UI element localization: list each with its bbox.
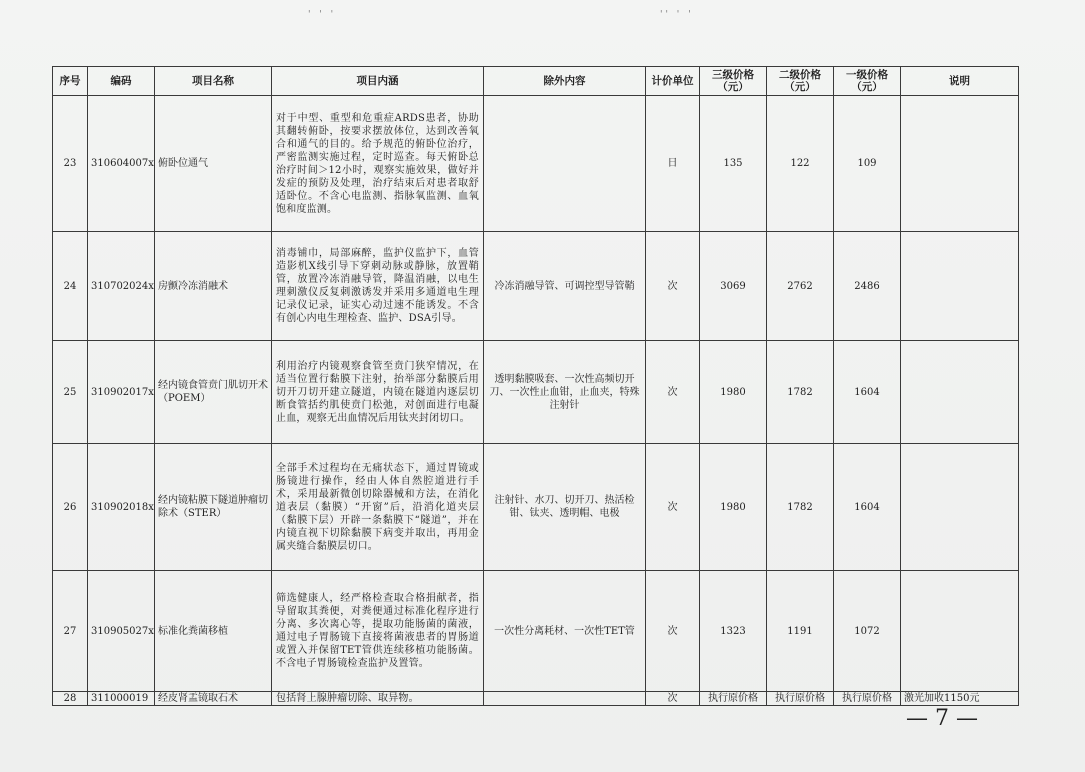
header-price2: 二级价格 （元） — [767, 67, 834, 96]
cell-excluded: 一次性分离耗材、一次性TET管 — [484, 571, 646, 692]
cell-price3: 1980 — [700, 341, 767, 444]
cell-seq: 26 — [53, 444, 88, 571]
cell-note — [901, 96, 1019, 232]
header-code: 编码 — [88, 67, 155, 96]
cell-note — [901, 571, 1019, 692]
cell-content: 利用治疗内镜观察食管至贲门狭窄情况，在适当位置行黏膜下注射，抬举部分黏膜后用切开刀切开建立隧道，内镜在隧道内逐层切断食管括约肌使贲门松弛，对创面进行电凝止血，观察无出血情况后用钛夹封闭切口。 — [272, 341, 484, 444]
cell-price2: 1782 — [767, 341, 834, 444]
cell-unit: 次 — [646, 692, 700, 706]
cell-excluded: 注射针、水刀、切开刀、热活检钳、钛夹、透明帽、电极 — [484, 444, 646, 571]
header-price1: 一级价格 （元） — [834, 67, 901, 96]
page-number: — 7 — — [906, 706, 978, 731]
cell-note: 激光加收1150元 — [901, 692, 1019, 706]
cell-price2: 2762 — [767, 232, 834, 341]
scan-noise-mark: '' ' ' — [660, 10, 694, 20]
cell-price2: 122 — [767, 96, 834, 232]
cell-name: 俯卧位通气 — [155, 96, 272, 232]
cell-seq: 25 — [53, 341, 88, 444]
cell-content: 筛选健康人，经严格检查取合格捐献者，指导留取其粪便，对粪便通过标准化程序进行分离、多次离心等，提取功能肠菌的菌液，通过电子胃肠镜下直接将菌液患者的胃肠道或置入并保留TET管供连续移植功能肠菌。不含电子胃肠镜检查监护及置管。 — [272, 571, 484, 692]
cell-price3: 135 — [700, 96, 767, 232]
cell-code: 310905027x — [88, 571, 155, 692]
header-unit: 计价单位 — [646, 67, 700, 96]
cell-seq: 27 — [53, 571, 88, 692]
cell-code: 310702024x — [88, 232, 155, 341]
cell-price1: 1604 — [834, 341, 901, 444]
cell-price3: 1980 — [700, 444, 767, 571]
cell-note — [901, 444, 1019, 571]
cell-price1: 执行原价格 — [834, 692, 901, 706]
table-row — [53, 96, 1019, 232]
header-note: 说明 — [901, 67, 1019, 96]
header-excluded: 除外内容 — [484, 67, 646, 96]
cell-excluded: 透明黏膜吸套、一次性高频切开刀、一次性止血钳，止血夹，特殊注射针 — [484, 341, 646, 444]
cell-content: 全部手术过程均在无痛状态下，通过胃镜或肠镜进行操作，经由人体自然腔道进行手术，采用最新微创切除器械和方法，在消化道表层（黏膜）“开窗”后，沿消化道夹层（黏膜下层）开辟一条黏膜下“隧道”，并在内镜直视下切除黏膜下病变并取出，再用金属夹缝合黏膜层切口。 — [272, 444, 484, 571]
cell-note — [901, 232, 1019, 341]
cell-content: 包括肾上腺肿瘤切除、取异物。 — [272, 692, 484, 706]
cell-code: 310902017x — [88, 341, 155, 444]
cell-price1: 109 — [834, 96, 901, 232]
cell-excluded — [484, 692, 646, 706]
cell-name: 经内镜粘膜下隧道肿瘤切除术（STER） — [155, 444, 272, 571]
cell-excluded: 冷冻消融导管、可调控型导管鞘 — [484, 232, 646, 341]
cell-unit: 次 — [646, 232, 700, 341]
cell-name: 标准化粪菌移植 — [155, 571, 272, 692]
cell-seq: 28 — [53, 692, 88, 706]
cell-seq: 24 — [53, 232, 88, 341]
cell-unit: 次 — [646, 571, 700, 692]
cell-price1: 1604 — [834, 444, 901, 571]
table-row — [53, 341, 1019, 444]
cell-unit: 日 — [646, 96, 700, 232]
cell-name: 经皮肾盂镜取石术 — [155, 692, 272, 706]
table-row — [53, 444, 1019, 571]
cell-price2: 1782 — [767, 444, 834, 571]
cell-code: 310604007x — [88, 96, 155, 232]
cell-code: 310902018x — [88, 444, 155, 571]
header-content: 项目内涵 — [272, 67, 484, 96]
header-seq: 序号 — [53, 67, 88, 96]
table-row — [53, 692, 1019, 706]
cell-name: 经内镜食管贲门肌切开术（POEM） — [155, 341, 272, 444]
cell-name: 房颤冷冻消融术 — [155, 232, 272, 341]
cell-price3: 执行原价格 — [700, 692, 767, 706]
cell-code: 311000019 — [88, 692, 155, 706]
table-row — [53, 571, 1019, 692]
cell-price3: 1323 — [700, 571, 767, 692]
cell-seq: 23 — [53, 96, 88, 232]
cell-unit: 次 — [646, 341, 700, 444]
scan-noise-mark: ' ' ' — [308, 10, 337, 20]
cell-price1: 2486 — [834, 232, 901, 341]
cell-price2: 执行原价格 — [767, 692, 834, 706]
header-price3: 三级价格 （元） — [700, 67, 767, 96]
table-row — [53, 232, 1019, 341]
cell-unit: 次 — [646, 444, 700, 571]
cell-price2: 1191 — [767, 571, 834, 692]
table-header-row — [53, 67, 1019, 96]
cell-price3: 3069 — [700, 232, 767, 341]
cell-price1: 1072 — [834, 571, 901, 692]
price-table — [52, 66, 1019, 706]
cell-excluded — [484, 96, 646, 232]
header-name: 项目名称 — [155, 67, 272, 96]
cell-note — [901, 341, 1019, 444]
cell-content: 对于中型、重型和危重症ARDS患者，协助其翻转俯卧，按要求摆放体位，达到改善氧合和通气的目的。给予规范的俯卧位治疗，严密监测实施过程，定时巡查。每天俯卧总治疗时间＞12小时，观察实施效果，做好并发症的预防及处理，治疗结束后对患者取舒适卧位。不含心电监测、指脉氧监测、血氧饱和度监测。 — [272, 96, 484, 232]
cell-content: 消毒铺巾，局部麻醉，监护仪监护下，血管造影机X线引导下穿刺动脉或静脉，放置鞘管，放置冷冻消融导管，降温消融，以电生理刺激仪反复刺激诱发并采用多通道电生理记录仪记录，证实心动过速不能诱发。不含有创心内电生理检查、监护、DSA引导。 — [272, 232, 484, 341]
